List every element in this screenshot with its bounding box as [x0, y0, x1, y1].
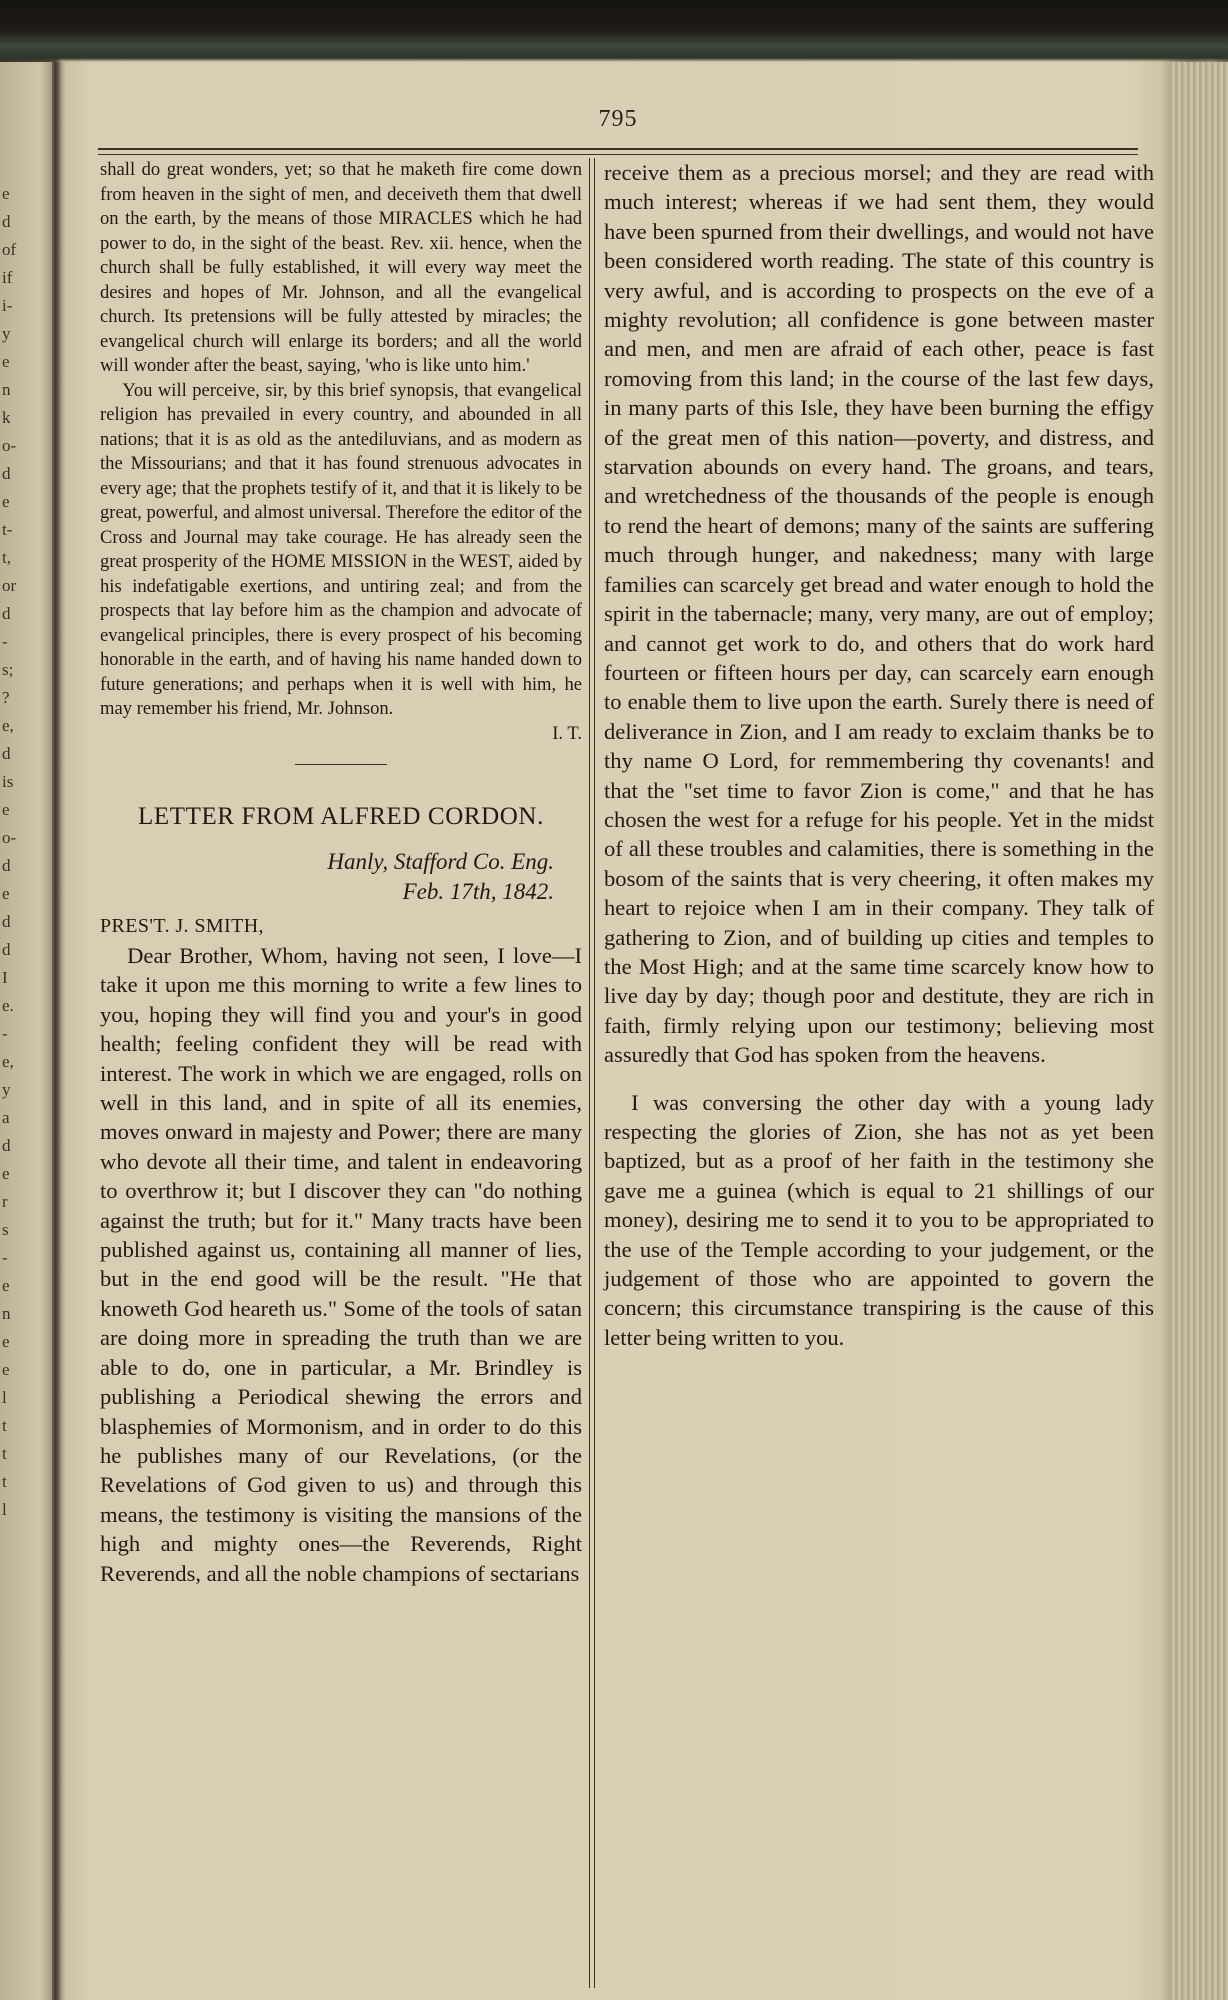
signature-text: I. T. — [552, 722, 582, 744]
column-divider — [589, 158, 590, 1988]
article-signature — [100, 722, 582, 747]
previous-page-fragment-text: e — [2, 492, 10, 511]
previous-page-fragment-text: o- — [2, 436, 17, 455]
article-continuation: shall do great wonders, yet; so that he maketh fire come down from heaven in the sight of men, and deceiveth them that dwell on the earth, by the means of those MIRACLES which he had power to do, in the sight of the beast. Rev. xii. hence, when the church shall be fully established, it will every way meet the desires and hopes of Mr. Johnson, and all the evangelical church. Its pretensions will be fully attested by miracles; the evangelical church will enlarge its borders; and all the world will wonder after the beast, saying, 'who is like unto him.' — [100, 159, 582, 376]
page — [66, 62, 1172, 2000]
previous-page-fragment-text: I — [2, 968, 8, 987]
previous-page-fragment-text: k — [2, 408, 11, 427]
previous-page-fragment-text: y — [2, 324, 11, 343]
column-divider — [594, 158, 595, 1988]
previous-page-fragment-text: e, — [2, 716, 14, 735]
previous-page-fragment-text: a — [2, 1108, 10, 1127]
book-top-edge — [0, 0, 1228, 62]
previous-page-fragment-text: t- — [2, 520, 13, 539]
previous-page-fragment-text: - — [2, 1024, 8, 1043]
previous-page-fragment-text: d — [2, 1136, 11, 1155]
letter-salutation: PRES'T. J. SMITH, — [100, 915, 264, 937]
previous-page-fragment-text: l — [2, 1500, 7, 1519]
letter-dateline-place: Hanly, Stafford Co. Eng. — [327, 849, 554, 874]
previous-page-fragment-text: - — [2, 1248, 8, 1267]
gutter-shadow — [52, 62, 66, 2000]
letter-body-right-second: I was conversing the other day with a young lady respecting the glories of Zion, she has not as yet been baptized, but as a proof of her faith in the testimony she gave me a guinea (which is equal to 21 shillings of our money), desiring me to send it to you to be appropriated to the use of the Temple according to your judgement, or the judgement of those who are appointed to govern the concern; this circumstance transpiring is the cause of this letter being written to you. — [604, 1089, 1154, 1350]
previous-page-fragment-text: e — [2, 1360, 10, 1379]
previous-page-fragment — [2, 180, 24, 1524]
previous-page-fragment-text: r — [2, 1192, 8, 1211]
previous-page-fragment-text: s; — [2, 660, 14, 679]
page-number: 795 — [598, 106, 638, 132]
previous-page-fragment-text: e — [2, 1164, 10, 1183]
previous-page-fragment-text: e — [2, 1276, 10, 1295]
previous-page-fragment-text: y — [2, 1080, 11, 1099]
previous-page-fragment-text: e — [2, 1332, 10, 1351]
previous-page-fragment-text: - — [2, 632, 8, 651]
previous-page-fragment-text: t — [2, 1472, 7, 1491]
previous-page-fragment-text: d — [2, 604, 11, 623]
paragraph-gap — [604, 1070, 1154, 1088]
previous-page-fragment-text: t, — [2, 548, 11, 567]
previous-page-fragment-text: t — [2, 1444, 7, 1463]
letter-dateline-date: Feb. 17th, 1842. — [402, 879, 554, 904]
previous-page-fragment-text: e — [2, 352, 10, 371]
previous-page-fragment-text: if — [2, 268, 13, 287]
previous-page-fragment-text: l — [2, 1388, 7, 1407]
previous-page-fragment-text: ? — [2, 688, 10, 707]
letter-title: LETTER FROM ALFRED CORDON. — [138, 803, 544, 830]
article-paragraph: You will perceive, sir, by this brief synopsis, that evangelical religion has prevailed in every country, and abounded in all nations; that it is as old as the antediluvians, and as modern as the Missourians; and that it has found strenuous advocates in every age; that the prophets testify of it, and that it is likely to be great, powerful, and almost universal. Therefore the editor of the Cross and Journal may take courage. He has already seen the great prosperity of the HOME MISSION in the WEST, aided by his indefatigable exertions, and untiring zeal; and from the prospects that lay before him as the champion and advocate of evangelical principles, there is every prospect of his becoming honorable in the earth, and of having his name handed down to future generations; and perhaps when it is well with him, he may remember his friend, Mr. Johnson. — [100, 379, 582, 719]
previous-page-fragment-text: n — [2, 380, 11, 399]
previous-page-fragment-text: or — [2, 576, 17, 595]
letter-body-right: receive them as a precious morsel; and they are read with much interest; whereas if we had sent them, they would have been spurned from their dwellings, and would not have been considered worth reading. The state of this country is very awful, and is according to prospects on the eve of a mighty revolution; all confidence is gone between master and men, and men are afraid of each other, peace is fast romoving from this land; in the course of the last few days, in many parts of this Isle, they have been burning the effigy of the great men of this nation—poverty, and distress, and starvation abounds on every hand. The groans, and tears, and wretchedness of the thousands of the people is enough to rend the heart of demons; many of the saints are suffering much through hunger, and nakedness; many with large families can scarcely get bread and water enough to hold the spirit in the tabernacle; many, very many, are out of employ; and cannot get work to do, and others that do work hard fourteen or fifteen hours per day, can scarcely earn enough to enable them to live upon the earth. Surely there is need of deliverance in Zion, and I am ready to exclaim thanks be to thy name O Lord, for remmembering thy covenants! and that the "set time to favor Zion is come," and that he has chosen the west for a refuge for his people. Yet in the midst of all these troubles and calamities, there is something in the bosom of the saints that is very cheering, it often makes my heart to rejoice when I am in their company. They talk of gathering to Zion, and of building up cities and temples to the Most High; and at the same time scarcely know how to live day by day; though poor and destitute, they are rich in faith, firmly relying upon our testimony; believing most assuredly that God has spoken from the heavens. — [604, 160, 1154, 1068]
section-divider — [295, 764, 387, 765]
previous-page-fragment-text: d — [2, 856, 11, 875]
previous-page-fragment-text: e, — [2, 1052, 14, 1071]
previous-page-fragment-text: o- — [2, 828, 17, 847]
previous-page-fragment-text: of — [2, 240, 17, 259]
previous-page-fragment-text: e — [2, 800, 10, 819]
previous-page-edge — [0, 62, 54, 2000]
previous-page-fragment-text: is — [2, 772, 14, 791]
previous-page-fragment-text: e — [2, 184, 10, 203]
previous-page-fragment-text: t — [2, 1416, 7, 1435]
previous-page-fragment-text: d — [2, 464, 11, 483]
page-stack-edge — [1172, 62, 1228, 2000]
previous-page-fragment-text: e — [2, 884, 10, 903]
previous-page-fragment-text: d — [2, 940, 11, 959]
previous-page-fragment-text: i- — [2, 296, 13, 315]
previous-page-fragment-text: d — [2, 212, 11, 231]
header-rule — [98, 148, 1138, 150]
previous-page-fragment-text: d — [2, 744, 11, 763]
letter-body-left: Dear Brother, Whom, having not seen, I love—I take it upon me this morning to write a few lines to you, hoping they will find you and your's in good health; feeling confident they will be read with interest. The work in which we are engaged, rolls on well in this land, and in spite of all its enemies, moves onward in majesty and Power; there are many who devote all their time, and talent in endeavoring to overthrow it; but I discover they can "do nothing against the truth; but for it." Many tracts have been published against us, containing all manner of lies, but in the end good will be the result. "He that knoweth God heareth us." Some of the tools of satan are doing more in spreading the truth than we are able to do, one in particular, a Mr. Brindley is publishing a Periodical shewing the errors and blasphemies of Mormonism, and in order to do this he publishes many of our Revelations, (or the Revelations of God given to us) and through this means, the testimony is visiting the mansions of the high and mighty ones—the Reverends, Right Reverends, and all the noble champions of sectarians — [100, 943, 582, 1586]
previous-page-fragment-text: n — [2, 1304, 11, 1323]
previous-page-fragment-text: d — [2, 912, 11, 931]
right-column-letter — [604, 158, 1154, 1352]
previous-page-fragment-text: e. — [2, 996, 14, 1015]
previous-page-fragment-text: s — [2, 1220, 9, 1239]
left-column-article — [100, 158, 582, 1588]
header-rule-thin — [98, 154, 1138, 155]
